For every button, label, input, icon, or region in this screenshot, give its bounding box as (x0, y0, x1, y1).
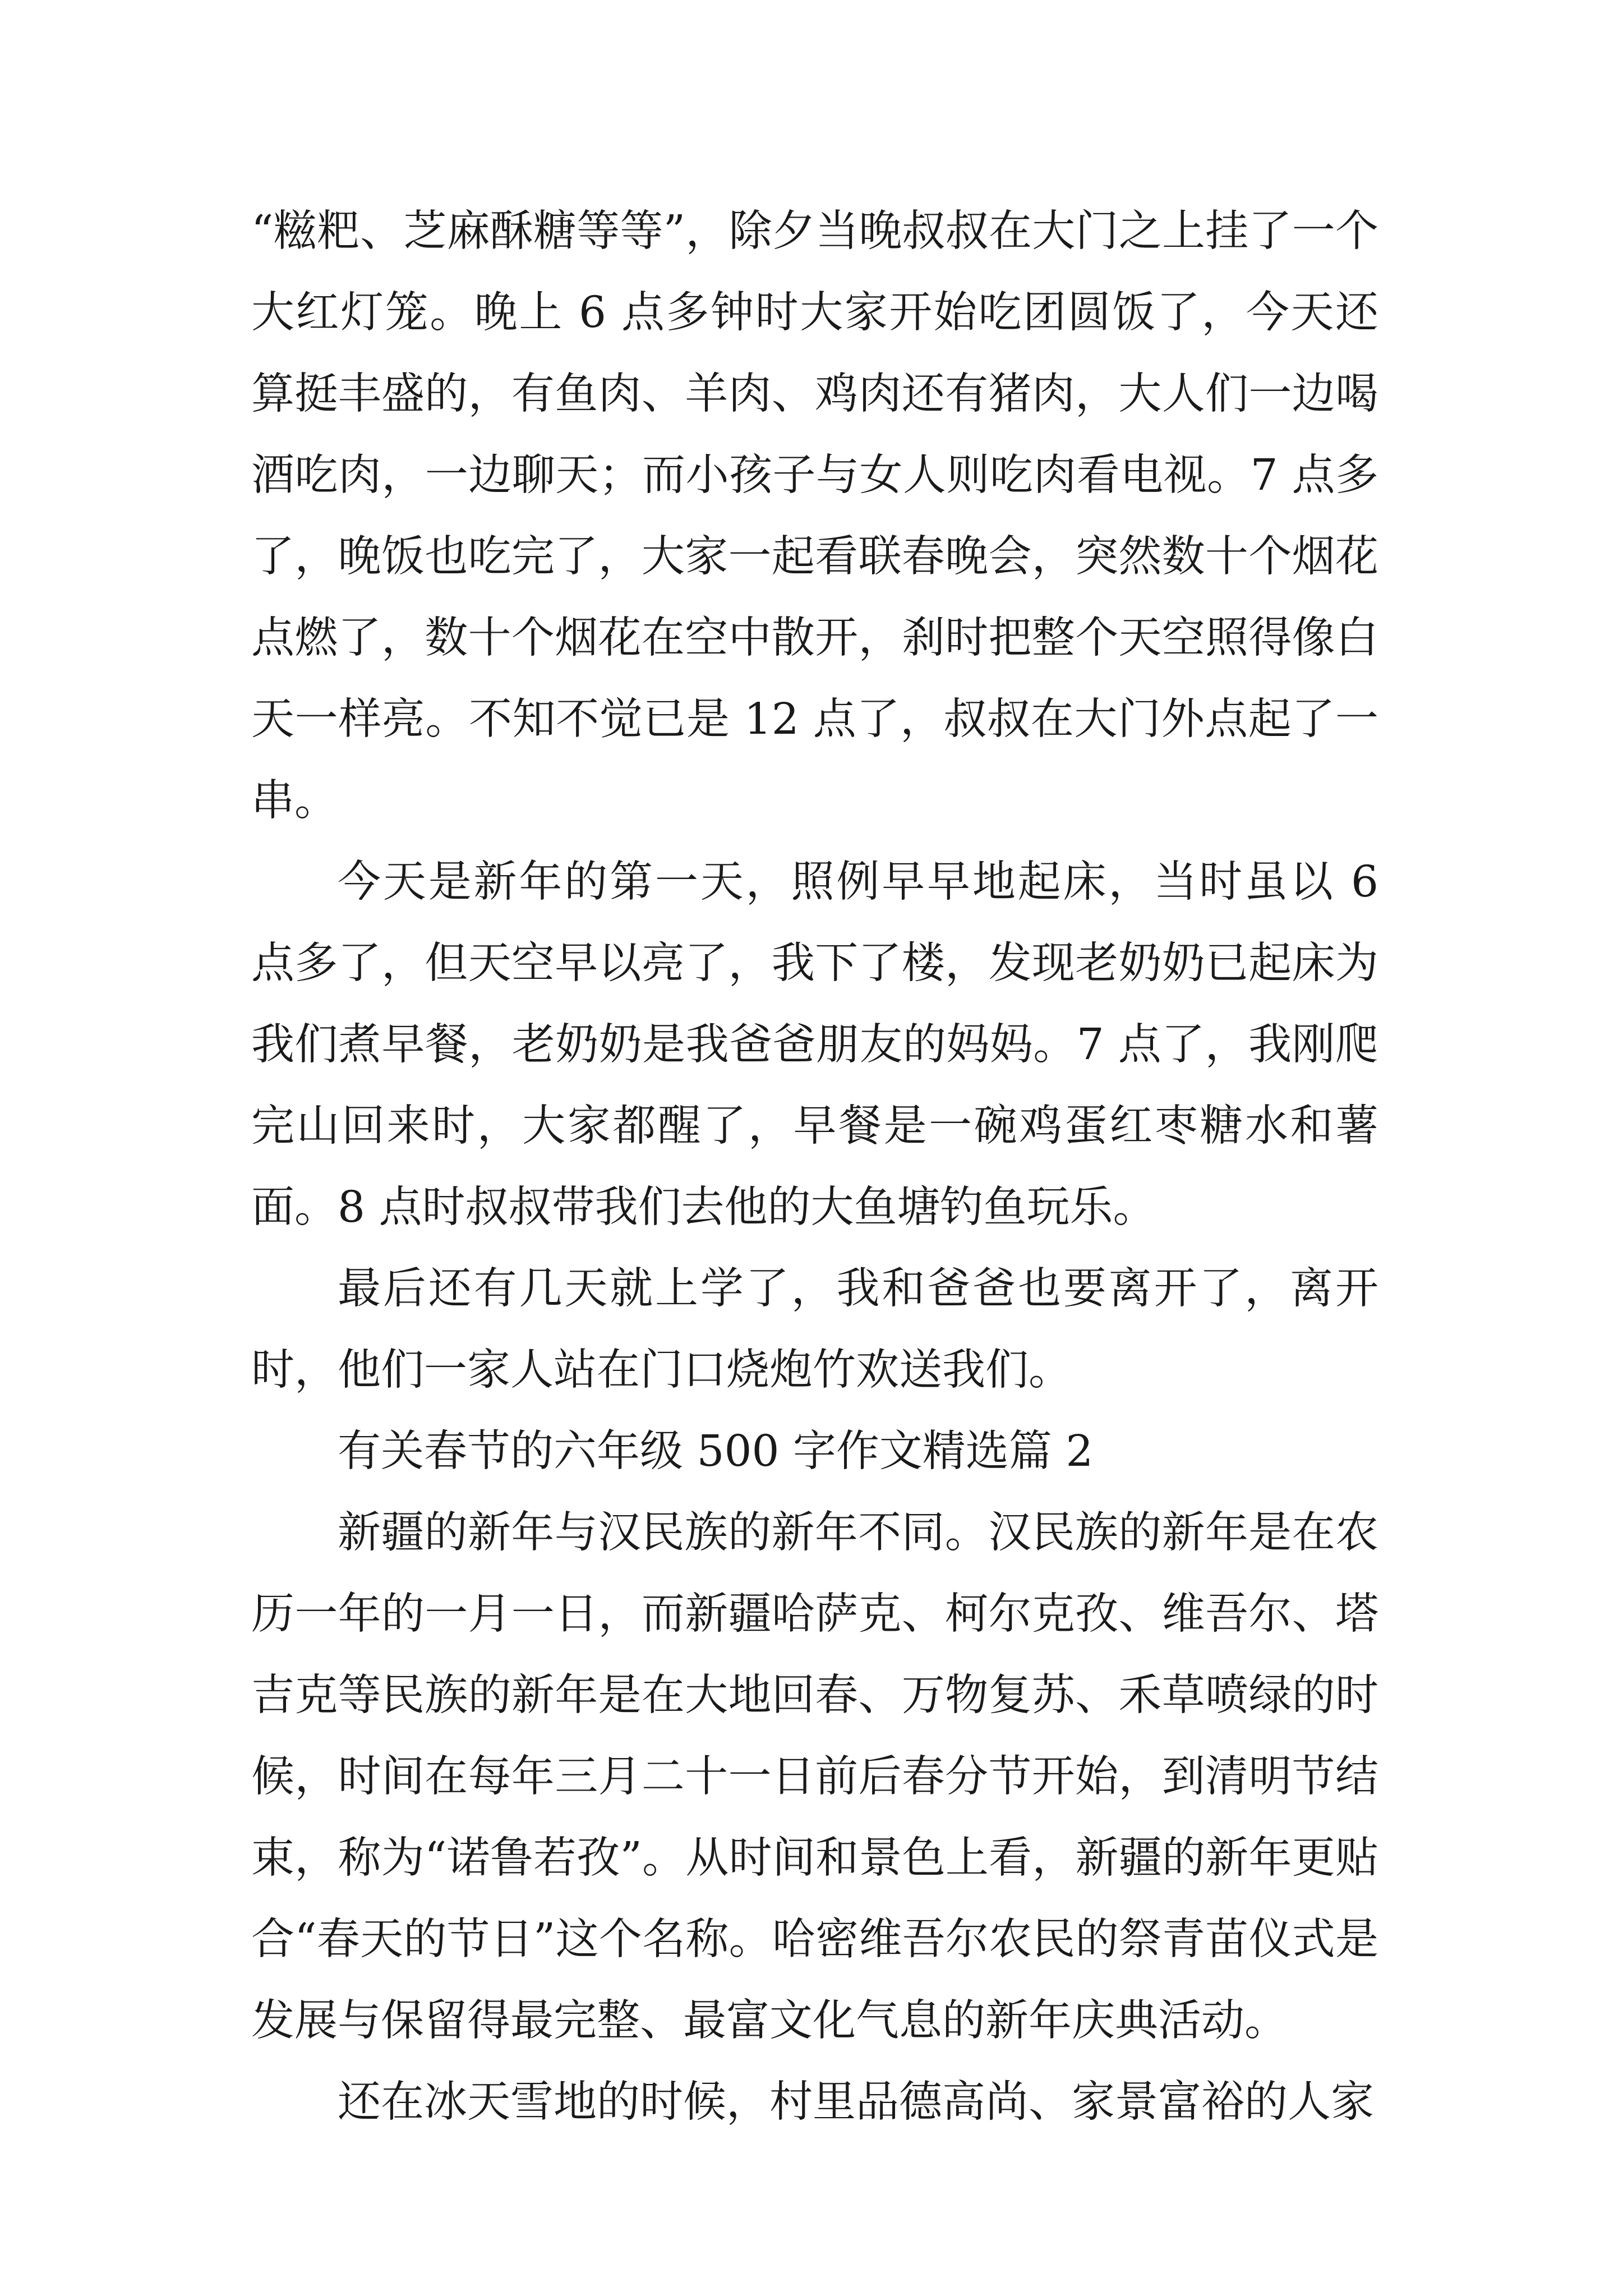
paragraph-departure: 最后还有几天就上学了，我和爸爸也要离开了，离开时，他们一家人站在门口烧炮竹欢送我们。 (251, 1264, 1378, 1395)
paragraph-new-year-morning: 今天是新年的第一天，照例早早地起床，当时虽以 6 点多了，但天空早以亮了，我下了楼，发现老奶奶已起床为我们煮早餐，老奶奶是我爸爸朋友的妈妈。7 点了，我刚爬完山回来时，大家都醒了，早餐是一碗鸡蛋红枣糖水和薯面。8 点时叔叔带我们去他的大鱼塘钓鱼玩乐。 (251, 857, 1378, 1232)
document-body (251, 191, 1378, 2143)
paragraph-snow-season: 还在冰天雪地的时候，村里品德高尚、家景富裕的人家 (338, 2077, 1374, 2127)
paragraph-xinjiang-new-year: 新疆的新年与汉民族的新年不同。汉民族的新年是在农历一年的一月一日，而新疆哈萨克、柯尔克孜、维吾尔、塔吉克等民族的新年是在大地回春、万物复苏、禾草喷绿的时候，时间在每年三月二十一日前后春分节开始，到清明节结束，称为“诺鲁若孜”。从时间和景色上看，新疆的新年更贴合“春天的节日”这个名称。哈密维吾尔农民的祭青苗仪式是发展与保留得最完整、最富文化气息的新年庆典活动。 (251, 1508, 1378, 2046)
section-heading: 有关春节的六年级 500 字作文精选篇 2 (338, 1427, 1094, 1476)
paragraph-continued: “糍粑、芝麻酥糖等等”，除夕当晚叔叔在大门之上挂了一个大红灯笼。晚上 6 点多钟时大家开始吃团圆饭了，今天还算挺丰盛的，有鱼肉、羊肉、鸡肉还有猪肉，大人们一边喝酒吃肉，一边聊天；而小孩子与女人则吃肉看电视。7 点多了，晚饭也吃完了，大家一起看联春晚会，突然数十个烟花点燃了，数十个烟花在空中散开，刹时把整个天空照得像白天一样亮。不知不觉已是 12 点了，叔叔在大门外点起了一串。 (251, 206, 1378, 826)
